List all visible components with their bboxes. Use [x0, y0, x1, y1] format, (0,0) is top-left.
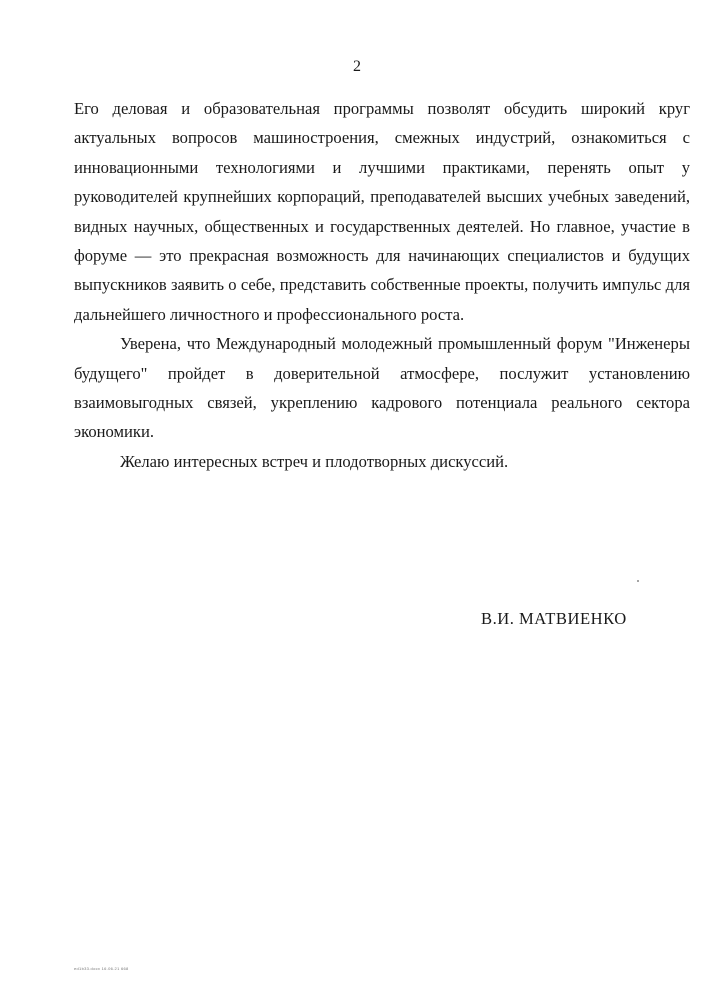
paragraph-2: Уверена, что Международный молодежный промышленный форум "Инженеры будущего" пройдет в доверительной атмосфере, послужит установлению взаимовыгодных связей, укреплению кадрового потенциала реального сектора экономики.	[74, 334, 690, 442]
paragraph-1: Его деловая и образовательная программы позволят обсудить широкий круг актуальных вопросов машиностроения, смежных индустрий, ознакомиться с инновационными технологиями и лучшими практиками, перенять опыт у руководителей крупнейших корпораций, преподавателей высших учебных заведений, видных научных, общественных и государственных деятелей. Но главное, участие в форуме — это прекрасная возможность для начинающих специалистов и будущих выпускников заявить о себе, представить собственные проекты, получить импульс для дальнейшего личностного и профессионального роста.	[74, 99, 690, 324]
paragraph-3: Желаю интересных встреч и плодотворных дискуссий.	[120, 451, 509, 471]
letter-body	[74, 94, 690, 476]
footer-file-tag: ed1b33.docx 16.06.21 668	[74, 966, 129, 971]
signature-name: В.И. МАТВИЕНКО	[481, 609, 627, 628]
stray-mark	[637, 580, 639, 582]
page-number: 2	[353, 58, 361, 75]
